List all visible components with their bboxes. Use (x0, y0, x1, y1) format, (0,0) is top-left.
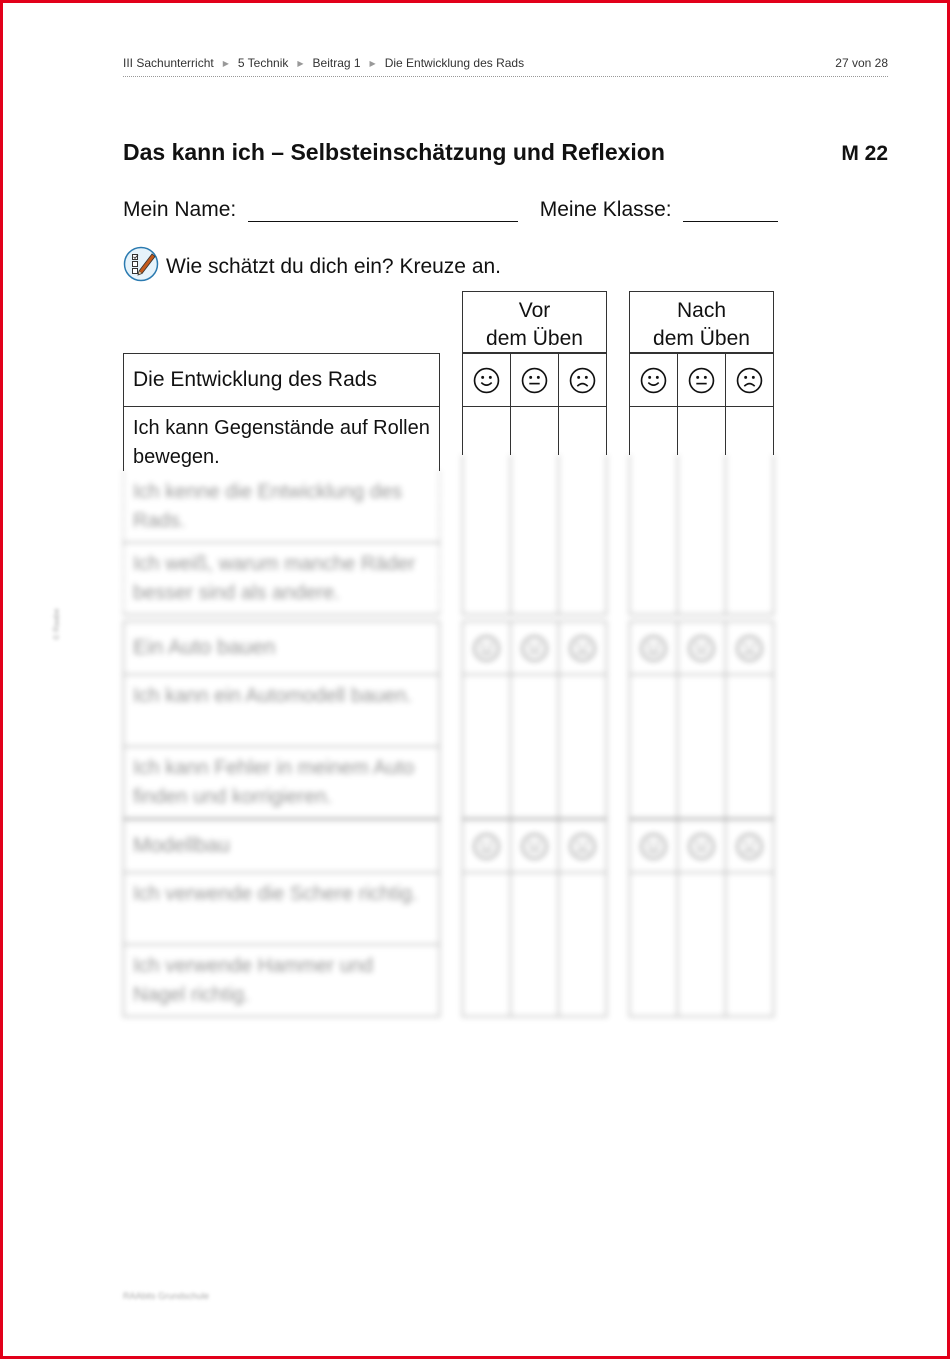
check-cell[interactable] (726, 407, 773, 455)
list-item: Ich verwende die Schere richtig. (123, 873, 440, 945)
check-cell[interactable] (678, 407, 726, 455)
triangle-right-icon: ▶ (222, 58, 229, 68)
smiley-row-before (462, 621, 607, 675)
check-cell[interactable] (678, 873, 726, 1016)
list-item: Ich kann Fehler in meinem Auto finden und korrigieren. (123, 747, 440, 819)
check-cell[interactable] (463, 675, 511, 818)
material-code: M 22 (841, 142, 888, 165)
triangle-right-icon: ▶ (369, 58, 376, 68)
list-item: Ich weiß, warum manche Räder besser sind als andere. (123, 543, 440, 615)
checkbox-row-before (462, 407, 607, 455)
section-heading: Ein Auto bauen (123, 621, 440, 675)
phase-header-after (629, 291, 774, 353)
checkbox-row-after (629, 407, 774, 455)
check-cell[interactable] (630, 455, 678, 614)
neutral-face-icon (678, 820, 726, 872)
name-blank[interactable] (248, 201, 518, 222)
list-item: Ich kenne die Entwicklung des Rads. (123, 471, 440, 543)
check-cell[interactable] (463, 407, 511, 455)
happy-face-icon (463, 622, 511, 674)
neutral-face-icon (678, 354, 726, 406)
blurred-preview (0, 455, 950, 1055)
name-class-row (123, 198, 778, 222)
check-cell[interactable] (463, 873, 511, 1016)
breadcrumb-item: Beitrag 1 (312, 56, 361, 70)
checkbox-row-after (629, 675, 774, 819)
check-cell[interactable] (559, 407, 606, 455)
check-cell[interactable] (511, 455, 559, 614)
phase-header-before (462, 291, 607, 353)
sad-face-icon (726, 354, 773, 406)
check-cell[interactable] (726, 873, 773, 1016)
check-cell[interactable] (630, 675, 678, 818)
check-cell[interactable] (630, 873, 678, 1016)
check-cell[interactable] (726, 675, 773, 818)
phase-label: dem Üben (653, 327, 750, 350)
section-heading: Die Entwicklung des Rads (123, 353, 440, 407)
sad-face-icon (559, 354, 606, 406)
checklist-pencil-icon (123, 246, 159, 282)
check-cell[interactable] (630, 407, 678, 455)
check-cell[interactable] (559, 873, 606, 1016)
phase-label: Nach (676, 299, 727, 322)
triangle-right-icon: ▶ (297, 58, 304, 68)
checkbox-row-after (629, 455, 774, 615)
header-divider (123, 76, 888, 77)
breadcrumb-item: Die Entwicklung des Rads (384, 56, 525, 70)
neutral-face-icon (678, 622, 726, 674)
smiley-row-after (629, 819, 774, 873)
check-cell[interactable] (511, 675, 559, 818)
section-heading: Modellbau (123, 819, 440, 873)
smiley-row-after (629, 353, 774, 407)
happy-face-icon (463, 820, 511, 872)
check-cell[interactable] (463, 455, 511, 614)
list-item: Ich kann ein Automodell bauen. (123, 675, 440, 747)
check-cell[interactable] (511, 407, 559, 455)
smiley-row-after (629, 621, 774, 675)
neutral-face-icon (511, 622, 559, 674)
class-label: Meine Klasse: (539, 198, 672, 221)
page-counter: 27 von 28 (835, 56, 888, 70)
check-cell[interactable] (511, 873, 559, 1016)
list-item: Ich kann Gegenstände auf Rollen bewegen. (123, 407, 440, 471)
breadcrumb-item: III Sachunterricht (123, 56, 214, 70)
breadcrumb (123, 56, 888, 78)
checkbox-row-after (629, 873, 774, 1017)
checkbox-row-before (462, 675, 607, 819)
check-cell[interactable] (678, 455, 726, 614)
check-cell[interactable] (726, 455, 773, 614)
neutral-face-icon (511, 354, 559, 406)
side-note: © Raabe (52, 608, 61, 640)
happy-face-icon (630, 354, 678, 406)
name-label: Mein Name: (123, 198, 237, 221)
neutral-face-icon (511, 820, 559, 872)
checkbox-row-before (462, 455, 607, 615)
phase-label: dem Üben (486, 327, 583, 350)
class-blank[interactable] (683, 201, 778, 222)
list-item: Ich verwende Hammer und Nagel richtig. (123, 945, 440, 1017)
footer-note: RAAbits Grundschule (123, 1291, 210, 1301)
sad-face-icon (559, 820, 606, 872)
check-cell[interactable] (559, 455, 606, 614)
happy-face-icon (463, 354, 511, 406)
sad-face-icon (726, 622, 773, 674)
check-cell[interactable] (559, 675, 606, 818)
checkbox-row-before (462, 873, 607, 1017)
instruction-text: Wie schätzt du dich ein? Kreuze an. (166, 255, 502, 278)
smiley-row-before (462, 819, 607, 873)
phase-label: Vor (518, 299, 551, 322)
sad-face-icon (726, 820, 773, 872)
happy-face-icon (630, 622, 678, 674)
sad-face-icon (559, 622, 606, 674)
happy-face-icon (630, 820, 678, 872)
check-cell[interactable] (678, 675, 726, 818)
page-title: Das kann ich – Selbsteinschätzung und Reflexion (123, 139, 665, 165)
smiley-row-before (462, 353, 607, 407)
breadcrumb-item: 5 Technik (237, 56, 289, 70)
